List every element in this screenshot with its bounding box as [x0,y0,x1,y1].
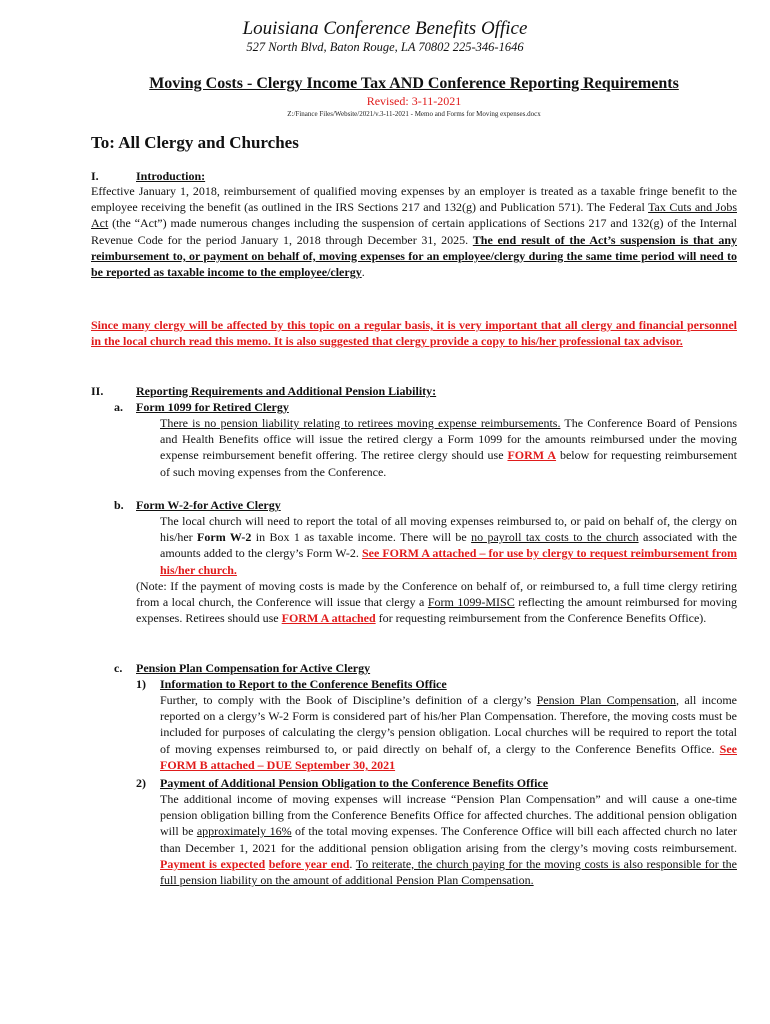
subsection-a-title: Form 1099 for Retired Clergy [136,400,289,414]
warning-notice: Since many clergy will be affected by this topic on a regular basis, it is very important that all clergy and financial personnel in the local church read this memo. It is also suggested that clergy provide a copy to his/her professional tax advisor. [91,318,737,349]
intro-paragraph: Effective January 1, 2018, reimbursement of qualified moving expenses by an employer is treated as a taxable fringe benefit to the employee receiving the benefit (as outlined in the IRS Sections 217 and 132(g) and Publication 571). The Federal Tax Cuts and Jobs Act (the “Act”) made numerous changes including the suspension of certain applications of Sections 217 and 132(g) of the Internal Revenue Code for the period January 1, 2018 through December 31, 2025. The end result of the Act’s suspension is that any reimbursement to, or payment on behalf of, moving expenses for an employee/clergy during the same time period will need to be reported as taxable income to the employee/clergy. [91,184,737,280]
subsection-b-note: (Note: If the payment of moving costs is made by the Conference on behalf of, or reimbursed to, a full time clergy retiring from a local church, the Conference will issue that clergy a Form 1099-MISC reflecting the amount reimbursed for moving expenses. Retirees should use FORM A attached for requesting reimbursement from the Conference Benefits Office). [136,579,737,626]
item-1-body: Further, to comply with the Book of Discipline’s definition of a clergy’s Pension Plan Compensation, all income reported on a clergy’s W-2 Form is considered part of his/her Plan Compensation. Therefore, the moving costs must be included for purposes of calculating the clergy’s pension obligation. Local churches will be required to report the total of moving expenses reimbursed to, or paid directly on behalf of, a clergy to the Conference Benefits Office. See FORM B attached – DUE September 30, 2021 [160,693,737,772]
form-b-due-reference: See FORM B attached – DUE September 30, 2021 [160,741,737,772]
section-2-number: II. [91,384,104,398]
form-a-reference: FORM A [507,448,557,463]
subsection-a-letter: a. [114,400,123,414]
section-1-title: Introduction: [136,169,206,183]
org-address: 527 North Blvd, Baton Rouge, LA 70802 225-346-1646 [246,40,524,54]
document-title: Moving Costs - Clergy Income Tax AND Conference Reporting Requirements [149,75,679,92]
payment-expected-notice: Payment is expected [160,856,266,871]
intro-key-statement: The end result of the Act’s suspension is that any reimbursement to, or payment on behalf of, moving expenses for an employee/clergy during the same time period will need to be reported as taxable income to the employee/clergy [91,232,737,280]
item-1-number: 1) [136,677,146,691]
file-path: Z:/Finance Files/Website/2021/v.3-11-2021 - Memo and Forms for Moving expenses.docx [287,110,541,118]
before-year-end-notice: before year end [268,856,350,871]
item-1-title: Information to Report to the Conference Benefits Office [160,677,447,691]
subsection-b-title: Form W-2-for Active Clergy [136,498,281,512]
section-1-number: I. [91,169,99,183]
subsection-b-body: The local church will need to report the total of all moving expenses reimbursed to, or paid on behalf of, the clergy on his/her Form W-2 in Box 1 as taxable income. There will be no payroll tax costs to the church associated with the amounts added to the clergy’s Form W-2. See FORM A attached – for use by clergy to request reimbursement from his/her church. [160,514,737,577]
form-a-note-reference: FORM A attached [281,611,376,626]
org-name: Louisiana Conference Benefits Office [242,18,528,39]
item-2-title: Payment of Additional Pension Obligation to the Conference Benefits Office [160,776,549,790]
to-line: To: All Clergy and Churches [91,133,299,152]
subsection-b-letter: b. [114,498,124,512]
revised-date: Revised: 3-11-2021 [366,94,462,108]
subsection-a-body: There is no pension liability relating to retirees moving expense reimbursements. The Conference Board of Pensions and Health Benefits office will issue the retired clergy a Form 1099 for the amounts reimbursed under the moving expense reimbursement benefit offering. The retiree clergy should use FORM A below for requesting reimbursement of such moving expenses from the Conference. [160,416,737,479]
item-2-body: The additional income of moving expenses will increase “Pension Plan Compensation” and will cause a one-time pension obligation billing from the Conference Benefits Office for affected churches. The additional pension obligation will be approximately 16% of the total moving expenses. The Conference Office will bill each affected church no later than December 1, 2021 for the additional pension obligation arising from the clergy’s moving costs reimbursement. Payment is expected before year end. To reiterate, the church paying for the moving costs is also responsible for the full pension liability on the amount of additional Pension Plan Compensation. [160,792,738,888]
item-2-number: 2) [136,776,146,790]
subsection-c-title: Pension Plan Compensation for Active Clergy [136,661,371,675]
tax-act-name: Tax Cuts and Jobs Act [91,200,737,231]
subsection-c-letter: c. [114,661,123,675]
form-a-attached-reference: See FORM A attached – for use by clergy to request reimbursement from his/her church. [160,546,737,577]
section-2-title: Reporting Requirements and Additional Pension Liability: [136,384,437,398]
